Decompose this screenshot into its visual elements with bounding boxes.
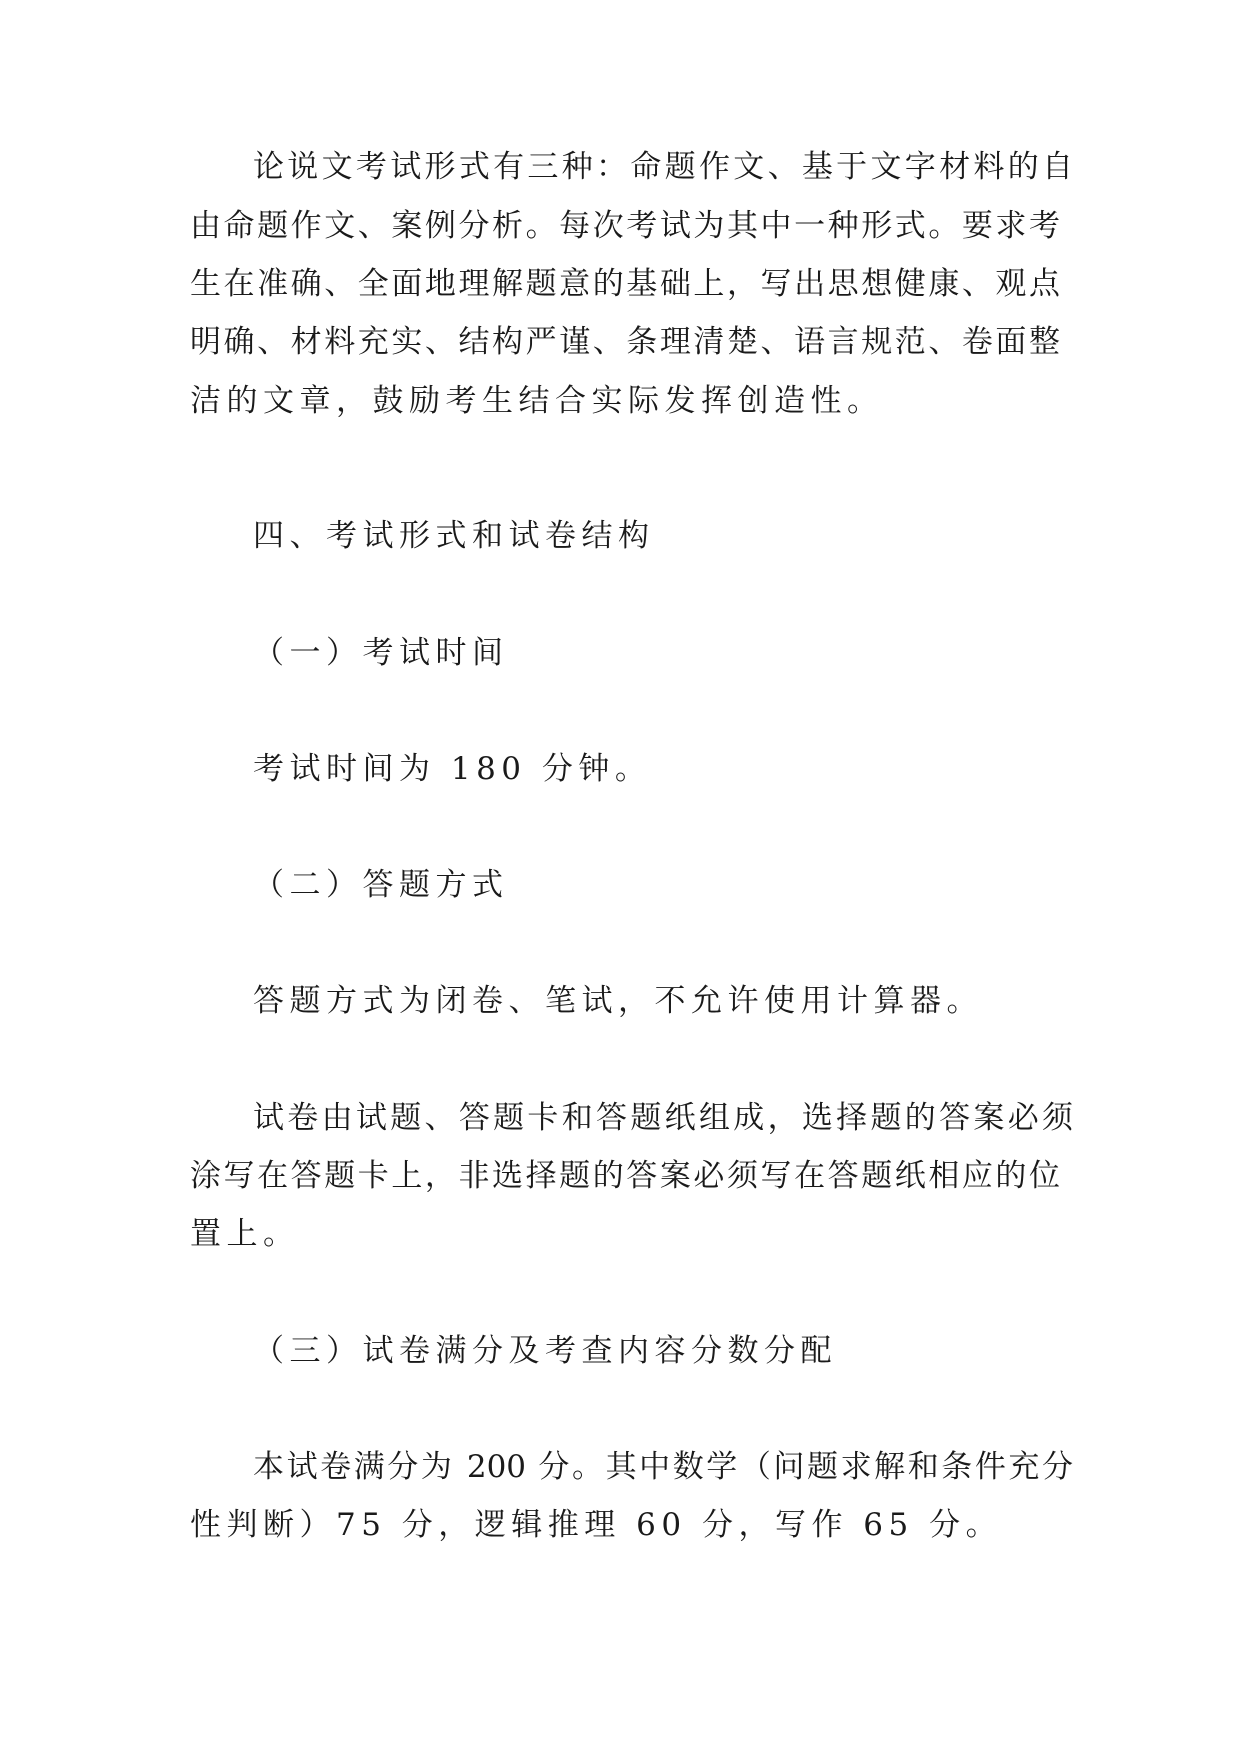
paragraph-essay-line-2: 由命题作文、案例分析。每次考试为其中一种形式。要求考	[190, 208, 1060, 244]
section-heading-4: 四、考试形式和试卷结构	[253, 518, 655, 554]
paragraph-score-line-2: 性判断）75 分，逻辑推理 60 分，写作 65 分。	[190, 1507, 1003, 1543]
paragraph-answer-mode: 答题方式为闭卷、笔试，不允许使用计算器。	[253, 983, 983, 1019]
subheading-exam-time: （一）考试时间	[253, 635, 509, 671]
paragraph-essay-line-1: 论说文考试形式有三种：命题作文、基于文字材料的自	[253, 149, 1073, 185]
paragraph-essay-line-3: 生在准确、全面地理解题意的基础上，写出思想健康、观点	[190, 266, 1060, 302]
paragraph-paper-line-1: 试卷由试题、答题卡和答题纸组成，选择题的答案必须	[253, 1100, 1073, 1136]
subheading-answer-mode: （二）答题方式	[253, 867, 509, 903]
paragraph-essay-line-5: 洁的文章，鼓励考生结合实际发挥创造性。	[190, 383, 884, 419]
paragraph-exam-time: 考试时间为 180 分钟。	[253, 751, 652, 787]
paragraph-score-line-1: 本试卷满分为 200 分。其中数学（问题求解和条件充分	[253, 1449, 1073, 1485]
paragraph-essay-line-4: 明确、材料充实、结构严谨、条理清楚、语言规范、卷面整	[190, 324, 1060, 360]
paragraph-paper-line-2: 涂写在答题卡上，非选择题的答案必须写在答题纸相应的位	[190, 1158, 1060, 1194]
paragraph-paper-line-3: 置上。	[190, 1216, 300, 1252]
subheading-score: （三）试卷满分及考查内容分数分配	[253, 1333, 837, 1369]
